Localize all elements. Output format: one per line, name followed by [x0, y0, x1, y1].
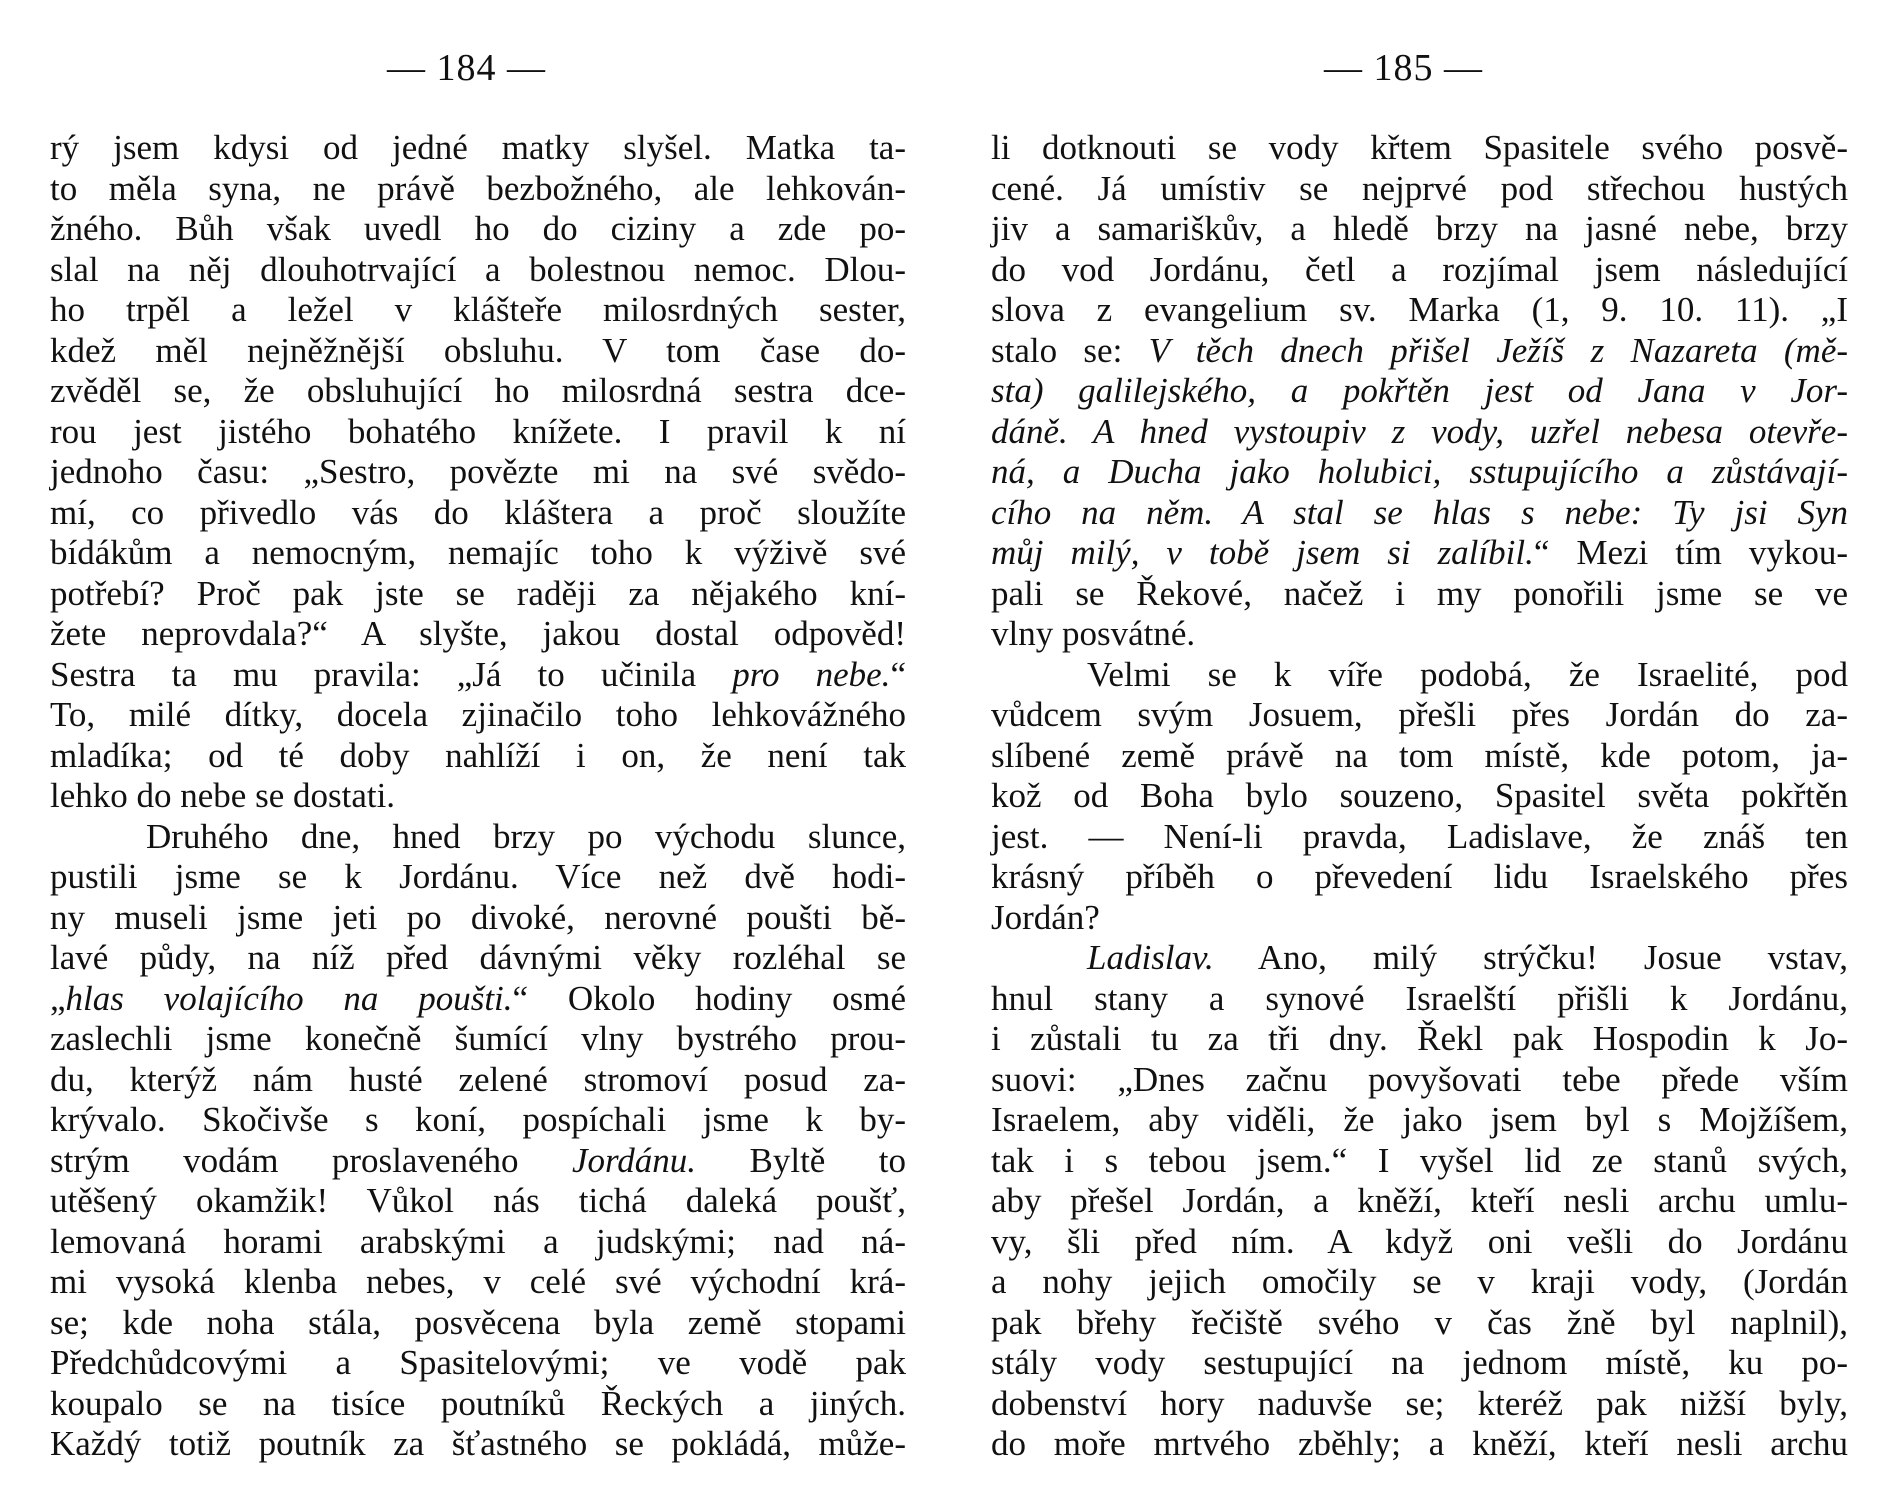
- text-line: [991, 817, 1848, 858]
- text-line: [50, 1262, 906, 1303]
- text-run: vy, šli před ním. A když oni vešli do Jordánu: [991, 1221, 1848, 1261]
- text-line: [50, 169, 906, 210]
- text-run: Byltě to: [696, 1140, 906, 1180]
- text-line: [50, 1141, 906, 1182]
- text-run: zaslechli jsme konečně šumící vlny bystrého prou-: [50, 1019, 906, 1058]
- text-line: [991, 736, 1848, 777]
- text-line: [50, 290, 906, 331]
- text-line: [991, 1100, 1848, 1141]
- text-line: [50, 412, 906, 453]
- text-line: [991, 1303, 1848, 1344]
- text-run: potřebí? Proč pak jste se raději za nějakého kní-: [50, 573, 906, 613]
- text-line: [991, 452, 1848, 493]
- italic-text: hlas volajícího na poušti.: [65, 978, 513, 1018]
- text-run: do vod Jordánu, četl a rozjímal jsem následující: [991, 249, 1848, 289]
- text-line: [50, 1303, 906, 1344]
- text-line: [50, 209, 906, 250]
- text-line: [991, 857, 1848, 898]
- text-line: [991, 1343, 1848, 1384]
- text-run: slova z evangelium sv. Marka (1, 9. 10. 11). „I: [991, 290, 1848, 329]
- text-line: [991, 898, 1848, 939]
- text-line: [991, 533, 1848, 574]
- text-line: [991, 128, 1848, 169]
- text-line: [991, 574, 1848, 615]
- text-run: jest. — Není-li pravda, Ladislave, že znáš ten: [991, 816, 1848, 856]
- italic-text: cího na něm. A stal se hlas s nebe: Ty jsi Syn: [991, 492, 1848, 532]
- text-run: Ano, milý strýčku! Josue vstav,: [1213, 938, 1848, 977]
- text-line: [991, 1262, 1848, 1303]
- text-line: [991, 209, 1848, 250]
- text-line: [50, 1181, 906, 1222]
- text-line: [50, 574, 906, 615]
- text-run: “ Okolo hodiny osmé: [512, 978, 906, 1018]
- italic-text: pro nebe.: [732, 654, 891, 694]
- text-run: Sestra ta mu pravila: „Já to učinila: [50, 654, 733, 694]
- text-line: [50, 250, 906, 291]
- text-run: rý jsem kdysi od jedné matky slyšel. Matka ta-: [50, 128, 906, 167]
- text-line: [50, 938, 906, 979]
- text-run: krývalo. Skočivše s koní, pospíchali jsme k by-: [50, 1100, 906, 1139]
- text-line: [50, 655, 906, 696]
- text-line: [991, 290, 1848, 331]
- text-run: tak i s tebou jsem.“ I vyšel lid ze stanů svých,: [991, 1140, 1848, 1180]
- text-run: kdež měl nejněžnější obsluhu. V tom čase do-: [50, 330, 906, 370]
- text-run: Předchůdcovými a Spasitelovými; ve vodě pak: [50, 1343, 906, 1382]
- italic-text: můj milý, v tobě jsem si zalíbil.: [991, 533, 1534, 572]
- text-line: [991, 1181, 1848, 1222]
- text-run: mí, co přivedlo vás do kláštera a proč sloužíte: [50, 492, 906, 532]
- left-page-text: [50, 128, 906, 1465]
- text-line: [991, 331, 1848, 372]
- text-run: to měla syna, ne právě bezbožného, ale lehkován-: [50, 168, 906, 208]
- text-run: kož od Boha bylo souzeno, Spasitel světa pokřtěn: [991, 776, 1848, 815]
- text-run: stalo se:: [991, 330, 1149, 370]
- text-run: pustili jsme se k Jordánu. Více než dvě hodi-: [50, 857, 906, 896]
- text-line: [50, 1060, 906, 1101]
- text-run: cené. Já umístiv se nejprvé pod střechou hustých: [991, 168, 1848, 208]
- text-run: jednoho času: „Sestro, povězte mi na své svědo-: [50, 452, 906, 491]
- text-run: se; kde noha stála, posvěcena byla země stopami: [50, 1302, 906, 1342]
- text-line: [991, 493, 1848, 534]
- text-run: slíbené země právě na tom místě, kde potom, ja-: [991, 735, 1848, 775]
- text-run: dobenství hory naduvše se; kteréž pak nižší byly,: [991, 1383, 1848, 1423]
- text-line: [50, 371, 906, 412]
- text-run: utěšený okamžik! Vůkol nás tichá daleká poušť,: [50, 1181, 906, 1220]
- text-line: [50, 331, 906, 372]
- text-run: “: [890, 654, 906, 694]
- text-line: [50, 979, 906, 1020]
- text-run: hnul stany a synové Israelští přišli k Jordánu,: [991, 978, 1848, 1018]
- text-line: [50, 128, 906, 169]
- right-page-text: [991, 128, 1848, 1465]
- text-run: Každý totiž poutník za šťastného se pokládá, může-: [50, 1424, 906, 1463]
- text-line: [50, 452, 906, 493]
- text-line: [50, 1019, 906, 1060]
- italic-text: V těch dnech přišel Ježíš z Nazareta (mě-: [1148, 330, 1849, 370]
- text-run: žete neprovdala?“ A slyšte, jakou dostal odpověd!: [50, 614, 906, 653]
- text-run: koupalo se na tisíce poutníků Řeckých a jiných.: [50, 1383, 906, 1423]
- italic-text: dáně. A hned vystoupiv z vody, uzřel nebesa otevře-: [991, 411, 1848, 451]
- text-line: [50, 1222, 906, 1263]
- page-number-right: — 185 —: [1324, 47, 1483, 89]
- text-line: [991, 655, 1848, 696]
- text-run: To, milé dítky, docela zjinačilo toho lehkovážného: [50, 695, 906, 734]
- text-line: [50, 493, 906, 534]
- text-run: Jordán?: [991, 897, 1100, 937]
- text-run: suovi: „Dnes začnu povyšovati tebe přede vším: [991, 1059, 1848, 1099]
- text-line: [50, 736, 906, 777]
- text-line: [50, 817, 906, 858]
- text-line: [991, 1019, 1848, 1060]
- text-run: li dotknouti se vody křtem Spasitele svého posvě-: [991, 128, 1848, 167]
- text-line: [50, 1343, 906, 1384]
- text-line: [50, 533, 906, 574]
- right-page: [941, 0, 1882, 1500]
- text-line: [50, 898, 906, 939]
- text-line: [50, 857, 906, 898]
- text-line: [991, 1384, 1848, 1425]
- text-run: zvěděl se, že obsluhující ho milosrdná sestra dce-: [50, 371, 906, 410]
- text-run: Druhého dne, hned brzy po východu slunce,: [146, 816, 906, 856]
- text-line: [991, 614, 1848, 655]
- text-run: ho trpěl a ležel v klášteře milosrdných sester,: [50, 290, 906, 329]
- text-run: Israelem, aby viděli, že jako jsem byl s Mojžíšem,: [991, 1100, 1848, 1139]
- text-run: stály vody sestupující na jednom místě, ku po-: [991, 1343, 1848, 1382]
- text-line: [991, 250, 1848, 291]
- text-run: jiv a samariškův, a hledě brzy na jasné nebe, brzy: [991, 209, 1848, 248]
- italic-text: ná, a Ducha jako holubici, sstupujícího a zůstávají-: [991, 452, 1848, 491]
- text-run: Velmi se k víře podobá, že Israelité, pod: [1087, 654, 1848, 694]
- page-number-left: — 184 —: [387, 47, 546, 89]
- text-line: [50, 1424, 906, 1465]
- italic-text: sta) galilejského, a pokřtěn jest od Jana v Jor-: [991, 371, 1848, 410]
- text-line: [991, 938, 1848, 979]
- text-run: mi vysoká klenba nebes, v celé své východní krá-: [50, 1262, 906, 1301]
- text-run: pali se Řekové, načež i my ponořili jsme se ve: [991, 573, 1848, 613]
- text-line: [50, 614, 906, 655]
- text-run: strým vodám proslaveného: [50, 1140, 572, 1180]
- text-run: slal na něj dlouhotrvající a bolestnou nemoc. Dlou-: [50, 249, 906, 289]
- text-run: lemovaná horami arabskými a judskými; nad ná-: [50, 1221, 906, 1261]
- text-run: žného. Bůh však uvedl ho do ciziny a zde po-: [50, 209, 906, 248]
- text-run: i zůstali tu za tři dny. Řekl pak Hospodin k Jo-: [991, 1019, 1848, 1058]
- text-run: ny museli jsme jeti po divoké, nerovné poušti bě-: [50, 897, 906, 937]
- text-line: [50, 776, 906, 817]
- text-line: [991, 979, 1848, 1020]
- text-run: du, kterýž nám husté zelené stromoví posud za-: [50, 1059, 906, 1099]
- text-run: bídákům a nemocným, nemajíc toho k výživě své: [50, 533, 906, 572]
- text-run: pak břehy řečiště svého v čas žně byl naplnil),: [991, 1302, 1848, 1342]
- italic-text: Ladislav.: [1087, 938, 1214, 977]
- text-line: [991, 412, 1848, 453]
- text-line: [991, 1060, 1848, 1101]
- text-line: [991, 169, 1848, 210]
- text-run: mladíka; od té doby nahlíží i on, že není tak: [50, 735, 906, 775]
- text-run: do moře mrtvého zběhly; a kněží, kteří nesli archu: [991, 1424, 1848, 1463]
- text-line: [991, 1424, 1848, 1465]
- text-run: aby přešel Jordán, a kněží, kteří nesli archu umlu-: [991, 1181, 1848, 1220]
- text-run: rou jest jistého bohatého knížete. I pravil k ní: [50, 411, 906, 451]
- text-run: lavé půdy, na níž před dávnými věky rozléhal se: [50, 938, 906, 977]
- text-run: vůdcem svým Josuem, přešli přes Jordán do za-: [991, 695, 1848, 734]
- text-line: [991, 1222, 1848, 1263]
- text-line: [50, 1100, 906, 1141]
- text-line: [991, 1141, 1848, 1182]
- text-line: [50, 695, 906, 736]
- text-line: [991, 371, 1848, 412]
- text-run: lehko do nebe se dostati.: [50, 776, 396, 815]
- text-line: [991, 695, 1848, 736]
- text-line: [991, 776, 1848, 817]
- text-run: „: [50, 978, 66, 1018]
- text-line: [50, 1384, 906, 1425]
- italic-text: Jordánu.: [571, 1140, 697, 1180]
- text-run: vlny posvátné.: [991, 614, 1196, 653]
- text-run: krásný příběh o převedení lidu Israelského přes: [991, 857, 1848, 896]
- text-run: a nohy jejich omočily se v kraji vody, (Jordán: [991, 1262, 1848, 1301]
- text-run: “ Mezi tím vykou-: [1533, 533, 1849, 572]
